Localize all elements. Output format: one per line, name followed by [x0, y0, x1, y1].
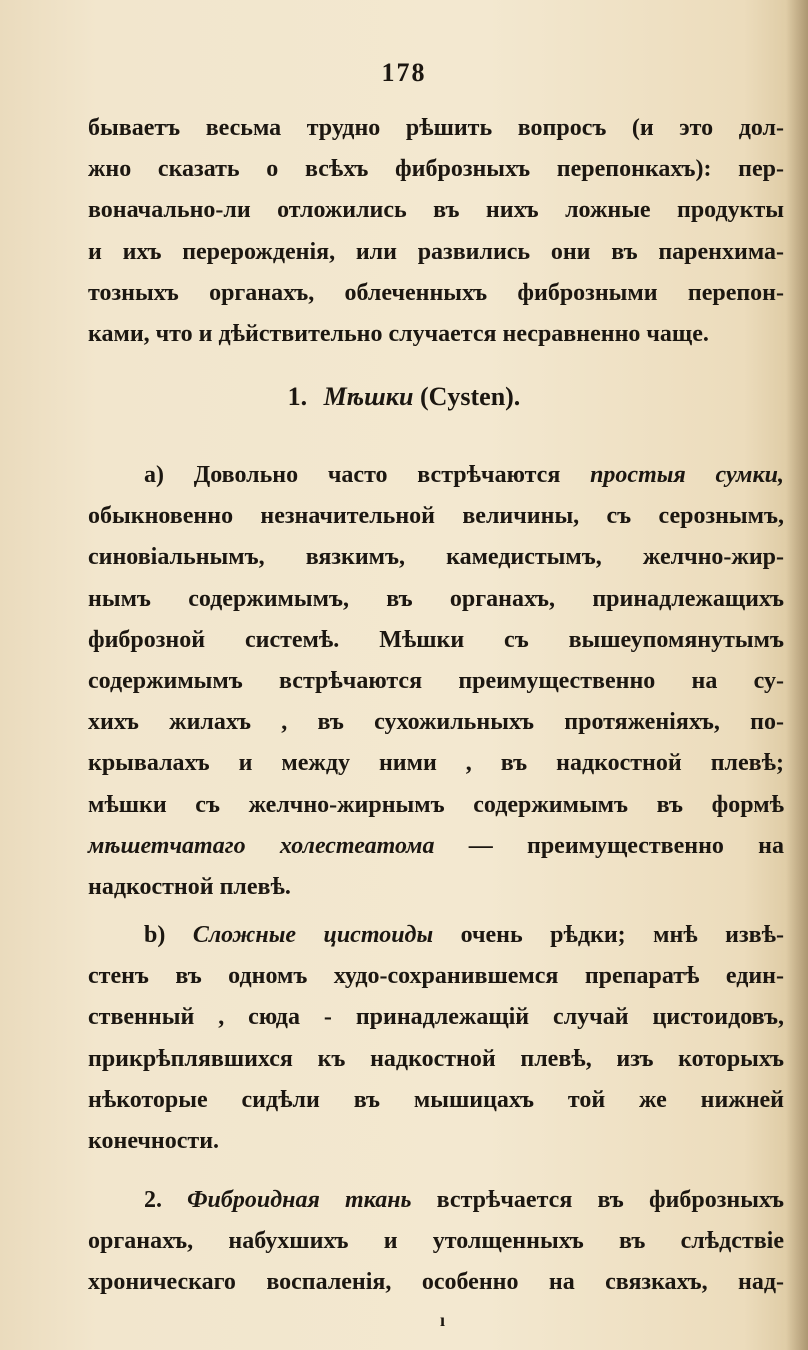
text-line: и ихъ перерожденія, или развились они въ паренхима-: [88, 238, 784, 265]
text-line: мѣшки съ желчно-жирнымъ содержимымъ въ формѣ: [88, 791, 784, 818]
text-line: [88, 915, 784, 956]
footer-mark: ı: [440, 1310, 446, 1330]
text-line: фиброзной системѣ. Мѣшки съ вышеупомянутымъ: [88, 626, 784, 653]
paragraph-b: [88, 915, 784, 1162]
text-line: ственный , сюда - принадлежащій случай цистоидовъ,: [88, 1004, 784, 1031]
text-line: ками, что и дѣйствительно случается несравненно чаще.: [88, 320, 709, 347]
heading-title: Мѣшки: [323, 382, 414, 411]
section-heading: [0, 382, 808, 412]
text-line: органахъ, набухшихъ и утолщенныхъ въ слѣдствіе: [88, 1228, 784, 1255]
text-run: Довольно часто встрѣчаются: [193, 462, 561, 488]
text-line: воначально-ли отложились въ нихъ ложные продукты: [88, 197, 784, 224]
page-number: 178: [381, 58, 427, 87]
heading-number: 1.: [287, 382, 308, 411]
text-line: хихъ жилахъ , въ сухожильныхъ протяженіяхъ, по-: [88, 709, 784, 736]
text-run: очень рѣдки; мнѣ извѣ-: [460, 922, 784, 948]
paragraph-2: [88, 1180, 784, 1304]
text-line: крывалахъ и между ними , въ надкостной плевѣ;: [88, 750, 784, 777]
text-line: обыкновенно незначительной величины, съ серознымъ,: [88, 503, 784, 530]
page-edge-shadow: [786, 0, 808, 1350]
text-line: [88, 826, 784, 867]
italic-run: Фиброидная ткань: [187, 1187, 412, 1213]
text-line: хроническаго воспаленія, особенно на связкахъ, над-: [88, 1269, 784, 1296]
intro-paragraph: [88, 108, 784, 355]
text-line: конечности.: [88, 1127, 220, 1154]
paragraph-label: b): [144, 922, 166, 948]
text-line: [88, 1180, 784, 1221]
text-line: [88, 455, 784, 496]
text-line: содержимымъ встрѣчаются преимущественно на су-: [88, 667, 784, 694]
text-line: жно сказать о всѣхъ фиброзныхъ перепонкахъ): пер-: [88, 156, 784, 183]
text-line: синовіальнымъ, вязкимъ, камедистымъ, желчно-жир-: [88, 544, 784, 571]
heading-subtitle: (Cysten).: [419, 382, 521, 411]
italic-run: Сложные цистоиды: [192, 922, 434, 948]
text-line: нѣкоторые сидѣли въ мышицахъ той же нижней: [88, 1086, 784, 1113]
paragraph-a: [88, 455, 784, 908]
italic-run: простыя сумки,: [590, 462, 784, 488]
text-line: стенъ въ одномъ худо-сохранившемся препаратѣ един-: [88, 963, 784, 990]
paragraph-label: 2.: [144, 1187, 162, 1213]
text-run: — преимущественно на: [468, 832, 784, 859]
paragraph-label: a): [144, 462, 164, 488]
text-line: бываетъ весьма трудно рѣшить вопросъ (и это дол-: [88, 115, 784, 141]
text-line: прикрѣплявшихся къ надкостной плевѣ, изъ которыхъ: [88, 1045, 784, 1072]
text-line: надкостной плевѣ.: [88, 873, 291, 900]
text-line: нымъ содержимымъ, въ органахъ, принадлежащихъ: [88, 585, 784, 612]
italic-run: мѣшетчатаго холестеатома: [88, 832, 435, 859]
text-run: встрѣчается въ фиброзныхъ: [436, 1187, 785, 1213]
text-line: тозныхъ органахъ, облеченныхъ фиброзными перепон-: [88, 279, 784, 306]
